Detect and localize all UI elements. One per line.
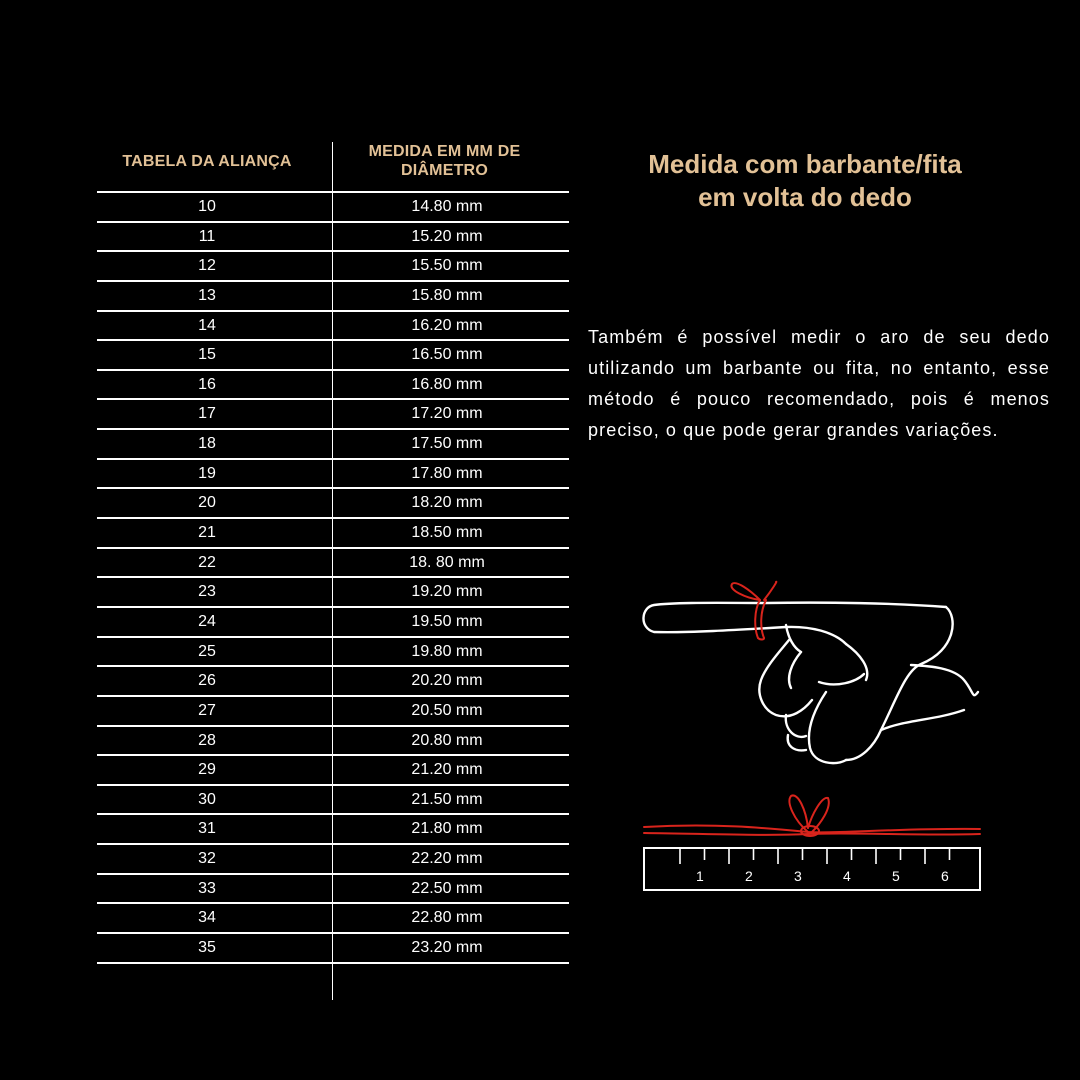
table-row	[97, 223, 569, 253]
ring-size-cell: 21	[198, 524, 216, 542]
table-row	[97, 282, 569, 312]
diameter-cell: 15.80 mm	[411, 286, 483, 304]
ring-size-cell: 19	[198, 464, 216, 482]
ring-size-cell: 20	[198, 494, 216, 512]
column-divider	[332, 142, 333, 1000]
description-paragraph: Também é possível medir o aro de seu dedo utilizando um barbante ou fita, no entanto, esse método é pouco recomendado, pois é menos preciso, o que pode gerar grandes variações.	[588, 327, 1050, 440]
diameter-cell: 22.50 mm	[411, 879, 483, 897]
table-row	[97, 578, 569, 608]
ruler-labels	[696, 868, 949, 884]
ring-size-cell: 24	[198, 612, 216, 630]
table-row	[97, 430, 569, 460]
diameter-cell: 17.20 mm	[411, 405, 483, 423]
table-row	[97, 667, 569, 697]
table-row	[97, 638, 569, 668]
ruler-ticks	[680, 849, 950, 864]
diameter-cell: 19.20 mm	[411, 583, 483, 601]
diameter-cell: 18.20 mm	[411, 494, 483, 512]
ruler-number: 3	[794, 868, 802, 884]
ring-size-cell: 14	[198, 316, 216, 334]
diameter-cell: 18.50 mm	[411, 524, 483, 542]
diameter-cell: 14.80 mm	[411, 198, 483, 215]
diameter-cell: 22.80 mm	[411, 909, 483, 927]
diameter-cell: 21.20 mm	[411, 761, 483, 779]
table-row	[97, 549, 569, 579]
diameter-cell: 19.80 mm	[411, 642, 483, 660]
table-row	[97, 727, 569, 757]
ring-size-cell: 11	[198, 227, 216, 245]
table-row	[97, 845, 569, 875]
diameter-cell: 16.80 mm	[411, 375, 483, 393]
ruler-number: 6	[941, 868, 949, 884]
ring-size-cell: 27	[198, 701, 216, 719]
table-row	[97, 400, 569, 430]
diameter-cell: 21.50 mm	[411, 790, 483, 808]
ring-size-cell: 15	[198, 346, 216, 364]
ring-size-cell: 30	[198, 790, 216, 808]
diameter-cell: 17.50 mm	[411, 435, 483, 453]
table-row	[97, 252, 569, 282]
ring-size-cell: 31	[198, 820, 216, 838]
table-row	[97, 904, 569, 934]
diameter-cell: 17.80 mm	[411, 464, 483, 482]
ring-size-cell: 12	[198, 257, 216, 275]
measurement-illustration	[636, 570, 996, 910]
table-row	[97, 519, 569, 549]
table-row	[97, 312, 569, 342]
section-title-line1: Medida com barbante/fita	[648, 149, 962, 179]
table-row	[97, 193, 569, 223]
table-row	[97, 460, 569, 490]
table-body	[97, 193, 569, 964]
ring-size-cell: 26	[198, 672, 216, 690]
table-row	[97, 786, 569, 816]
ring-size-cell: 34	[198, 909, 216, 927]
diameter-cell: 23.20 mm	[411, 939, 483, 957]
diameter-cell: 16.20 mm	[411, 316, 483, 334]
ring-size-cell: 22	[198, 553, 216, 571]
diameter-cell: 15.50 mm	[411, 257, 483, 275]
table-row	[97, 341, 569, 371]
ruler-number: 1	[696, 868, 704, 884]
ruler-number: 5	[892, 868, 900, 884]
ruler-number: 4	[843, 868, 851, 884]
ring-size-cell: 28	[198, 731, 216, 749]
section-title-line2: em volta do dedo	[698, 182, 912, 212]
diameter-cell: 19.50 mm	[411, 612, 483, 630]
ruler-icon	[644, 848, 980, 890]
diameter-cell: 15.20 mm	[411, 227, 483, 245]
diameter-cell: 21.80 mm	[411, 820, 483, 838]
ruler-string-icon	[644, 795, 980, 836]
table-row	[97, 815, 569, 845]
table-header	[97, 142, 569, 192]
ring-size-cell: 10	[198, 198, 216, 215]
diameter-cell: 20.20 mm	[411, 672, 483, 690]
diameter-cell: 18. 80 mm	[409, 553, 485, 571]
ring-size-cell: 13	[198, 286, 216, 304]
table-row	[97, 608, 569, 638]
ring-size-cell: 23	[198, 583, 216, 601]
ring-size-cell: 32	[198, 850, 216, 868]
header-diameter-line1: MEDIDA EM MM DE	[368, 143, 521, 160]
header-diameter-line2: DIÂMETRO	[401, 162, 488, 179]
ring-size-table	[97, 142, 569, 1000]
table-row	[97, 697, 569, 727]
ring-size-cell: 29	[198, 761, 216, 779]
ring-size-cell: 35	[198, 939, 216, 957]
table-row	[97, 934, 569, 964]
ring-size-cell: 33	[198, 879, 216, 897]
diameter-cell: 22.20 mm	[411, 850, 483, 868]
ring-size-cell: 16	[198, 375, 216, 393]
table-row	[97, 756, 569, 786]
ring-size-cell: 18	[198, 435, 216, 453]
ring-size-cell: 25	[198, 642, 216, 660]
hand-icon	[643, 603, 978, 763]
table-row	[97, 875, 569, 905]
ruler-number: 2	[745, 868, 753, 884]
table-row	[97, 371, 569, 401]
section-title	[600, 148, 1010, 214]
diameter-cell: 16.50 mm	[411, 346, 483, 364]
diameter-cell: 20.50 mm	[411, 701, 483, 719]
table-row	[97, 489, 569, 519]
header-ring-size: TABELA DA ALIANÇA	[122, 153, 292, 170]
ring-size-cell: 17	[198, 405, 216, 423]
diameter-cell: 20.80 mm	[411, 731, 483, 749]
header-diameter	[342, 142, 547, 180]
